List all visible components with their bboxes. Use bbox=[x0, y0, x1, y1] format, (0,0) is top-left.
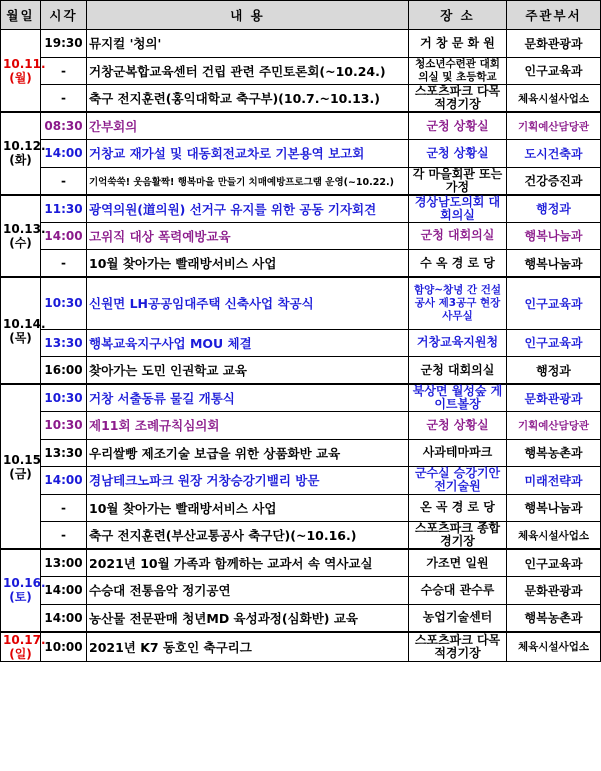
time-cell: - bbox=[41, 85, 87, 113]
time-cell: - bbox=[41, 494, 87, 522]
table-row bbox=[1, 140, 601, 168]
date-cell bbox=[1, 384, 41, 549]
table-row bbox=[1, 167, 601, 195]
weekday-label: (수) bbox=[9, 235, 32, 250]
date-label: 10.11. bbox=[3, 56, 46, 71]
event-title-cell: 축구 전지훈련(부산교통공사 축구단)(~10.16.) bbox=[87, 522, 409, 550]
event-title-cell: 고위직 대상 폭력예방교육 bbox=[87, 222, 409, 250]
table-row bbox=[1, 357, 601, 385]
date-cell bbox=[1, 277, 46, 384]
department-cell: 행복나눔과 bbox=[507, 222, 601, 250]
place-cell: 수 옥 경 로 당 bbox=[409, 250, 507, 278]
time-cell: 13:30 bbox=[41, 329, 87, 357]
department-cell: 인구교육과 bbox=[507, 329, 601, 357]
time-cell: 14:00 bbox=[41, 222, 87, 250]
table-row bbox=[1, 222, 601, 250]
place-cell: 군청 대회의실 bbox=[409, 222, 507, 250]
department-cell: 도시건축과 bbox=[507, 140, 601, 168]
event-title-cell: 10월 찾아가는 빨래방서비스 사업 bbox=[87, 494, 409, 522]
place-cell: 함양~창녕 간 건설공사 제3공구 현장사무실 bbox=[409, 277, 507, 329]
table-row bbox=[1, 112, 601, 140]
table-row bbox=[1, 439, 601, 467]
time-cell: 11:30 bbox=[41, 195, 87, 223]
event-title-cell: 2021년 K7 동호인 축구리그 bbox=[87, 632, 409, 662]
event-title-cell: 수승대 전통음악 정기공연 bbox=[87, 577, 409, 605]
table-row bbox=[1, 522, 601, 550]
date-cell bbox=[1, 632, 46, 662]
date-label: 10.14. bbox=[3, 316, 46, 331]
department-cell: 인구교육과 bbox=[507, 549, 601, 577]
event-title-cell: 신원면 LH공공임대주택 신축사업 착공식 bbox=[87, 277, 409, 329]
place-cell: 군청 대회의실 bbox=[409, 357, 507, 385]
header-date: 월일 bbox=[1, 1, 41, 30]
time-cell: 10:30 bbox=[41, 412, 87, 440]
header-place: 장 소 bbox=[409, 1, 507, 30]
department-cell: 기획예산담당관 bbox=[507, 412, 601, 440]
event-title-cell: 거창 서출동류 물길 개통식 bbox=[87, 384, 409, 412]
event-title-cell: 광역의원(道의원) 선거구 유지를 위한 공동 기자회견 bbox=[87, 195, 409, 223]
event-title-cell: 10월 찾아가는 빨래방서비스 사업 bbox=[87, 250, 409, 278]
time-cell: 19:30 bbox=[41, 30, 87, 58]
date-label: 10.12. bbox=[3, 139, 46, 154]
table-row bbox=[1, 329, 601, 357]
time-cell: - bbox=[41, 522, 87, 550]
table-row bbox=[1, 412, 601, 440]
place-cell: 스포츠파크 다목적경기장 bbox=[409, 85, 507, 113]
date-cell bbox=[1, 112, 46, 195]
department-cell: 행복나눔과 bbox=[507, 494, 601, 522]
department-cell: 문화관광과 bbox=[507, 577, 601, 605]
time-cell: - bbox=[41, 167, 87, 195]
event-title-cell: 2021년 10월 가족과 함께하는 교과서 속 역사교실 bbox=[87, 549, 409, 577]
header-dept: 주관부서 bbox=[507, 1, 601, 30]
place-cell: 군청 상황실 bbox=[409, 412, 507, 440]
table-row bbox=[1, 494, 601, 522]
place-cell: 군청 상황실 bbox=[409, 112, 507, 140]
weekday-label: (일) bbox=[9, 646, 32, 661]
department-cell: 행복농촌과 bbox=[507, 604, 601, 632]
department-cell: 행복농촌과 bbox=[507, 439, 601, 467]
department-cell: 미래전략과 bbox=[507, 467, 601, 495]
place-cell: 농업기술센터 bbox=[409, 604, 507, 632]
place-cell: 스포츠파크 종합경기장 bbox=[409, 522, 507, 550]
table-row bbox=[1, 30, 601, 58]
header-row bbox=[1, 1, 601, 30]
department-cell: 인구교육과 bbox=[507, 277, 601, 329]
place-cell: 스포츠파크 다목적경기장 bbox=[409, 632, 507, 662]
event-title-cell: 뮤지컬 '청의' bbox=[87, 30, 409, 58]
place-cell: 온 곡 경 로 당 bbox=[409, 494, 507, 522]
time-cell: 16:00 bbox=[41, 357, 87, 385]
time-cell: 14:00 bbox=[41, 577, 87, 605]
time-cell: 13:30 bbox=[41, 439, 87, 467]
event-title-cell: 기억쑥쑥! 웃음활짝! 행복마을 만들기 치매예방프로그램 운영(~10.22.) bbox=[87, 167, 409, 195]
event-title-cell: 간부회의 bbox=[87, 112, 409, 140]
date-label: 10.13. bbox=[3, 221, 46, 236]
table-row bbox=[1, 577, 601, 605]
place-cell: 가조면 일원 bbox=[409, 549, 507, 577]
event-title-cell: 우리쌀빵 제조기술 보급을 위한 상품화반 교육 bbox=[87, 439, 409, 467]
date-cell bbox=[1, 195, 46, 278]
time-cell: 14:00 bbox=[41, 140, 87, 168]
weekday-label: (목) bbox=[9, 330, 32, 345]
department-cell: 체육시설사업소 bbox=[507, 85, 601, 113]
event-title-cell: 행복교육지구사업 MOU 체결 bbox=[87, 329, 409, 357]
event-title-cell: 거창군복합교육센터 건립 관련 주민토론회(~10.24.) bbox=[87, 57, 409, 85]
department-cell: 체육시설사업소 bbox=[507, 632, 601, 662]
time-cell: 13:00 bbox=[41, 549, 87, 577]
date-cell bbox=[1, 30, 46, 113]
place-cell: 수승대 관수루 bbox=[409, 577, 507, 605]
place-cell: 군수실 승강기안전기술원 bbox=[409, 467, 507, 495]
table-row bbox=[1, 549, 601, 577]
date-label: 10.16. bbox=[3, 576, 46, 591]
department-cell: 행복나눔과 bbox=[507, 250, 601, 278]
time-cell: 10:30 bbox=[41, 384, 87, 412]
place-cell: 사과테마파크 bbox=[409, 439, 507, 467]
place-cell: 거창교육지원청 bbox=[409, 329, 507, 357]
time-cell: 10:30 bbox=[41, 277, 87, 329]
event-title-cell: 경남테크노파크 원장 거창승강기밸리 방문 bbox=[87, 467, 409, 495]
time-cell: - bbox=[41, 57, 87, 85]
place-cell: 군청 상황실 bbox=[409, 140, 507, 168]
table-row bbox=[1, 250, 601, 278]
time-cell: - bbox=[41, 250, 87, 278]
event-title-cell: 거창교 재가설 및 대동회전교차로 기본용역 보고회 bbox=[87, 140, 409, 168]
place-cell: 각 마을회관 또는 가정 bbox=[409, 167, 507, 195]
header-content: 내 용 bbox=[87, 1, 409, 30]
department-cell: 건강증진과 bbox=[507, 167, 601, 195]
table-row bbox=[1, 277, 601, 329]
event-title-cell: 찾아가는 도민 인권학교 교육 bbox=[87, 357, 409, 385]
header-time: 시각 bbox=[41, 1, 87, 30]
place-cell: 거 창 문 화 원 bbox=[409, 30, 507, 58]
date-label: 10.17. bbox=[3, 632, 46, 647]
table-row bbox=[1, 195, 601, 223]
time-cell: 08:30 bbox=[41, 112, 87, 140]
department-cell: 문화관광과 bbox=[507, 384, 601, 412]
event-title-cell: 농산물 전문판매 청년MD 육성과정(심화반) 교육 bbox=[87, 604, 409, 632]
department-cell: 행정과 bbox=[507, 357, 601, 385]
table-row bbox=[1, 467, 601, 495]
place-cell: 북상면 월성숲 게이트볼장 bbox=[409, 384, 507, 412]
event-title-cell: 제11회 조례규칙심의회 bbox=[87, 412, 409, 440]
weekday-label: (월) bbox=[9, 70, 32, 85]
weekday-label: (금) bbox=[9, 466, 32, 481]
department-cell: 문화관광과 bbox=[507, 30, 601, 58]
time-cell: 10:00 bbox=[41, 632, 87, 662]
place-cell: 청소년수련관 대회의실 및 초등학교 bbox=[409, 57, 507, 85]
event-title-cell: 축구 전지훈련(홍익대학교 축구부)(10.7.~10.13.) bbox=[87, 85, 409, 113]
department-cell: 인구교육과 bbox=[507, 57, 601, 85]
table-row bbox=[1, 384, 601, 412]
date-label: 10.15 bbox=[3, 452, 41, 467]
weekday-label: (화) bbox=[9, 153, 32, 168]
schedule-body bbox=[1, 30, 601, 662]
date-cell bbox=[1, 549, 46, 632]
table-row bbox=[1, 57, 601, 85]
department-cell: 기획예산담당관 bbox=[507, 112, 601, 140]
table-row bbox=[1, 604, 601, 632]
department-cell: 체육시설사업소 bbox=[507, 522, 601, 550]
table-row bbox=[1, 632, 601, 662]
weekday-label: (토) bbox=[9, 590, 32, 605]
place-cell: 경상남도의회 대회의실 bbox=[409, 195, 507, 223]
table-row bbox=[1, 85, 601, 113]
department-cell: 행정과 bbox=[507, 195, 601, 223]
time-cell: 14:00 bbox=[41, 467, 87, 495]
time-cell: 14:00 bbox=[41, 604, 87, 632]
